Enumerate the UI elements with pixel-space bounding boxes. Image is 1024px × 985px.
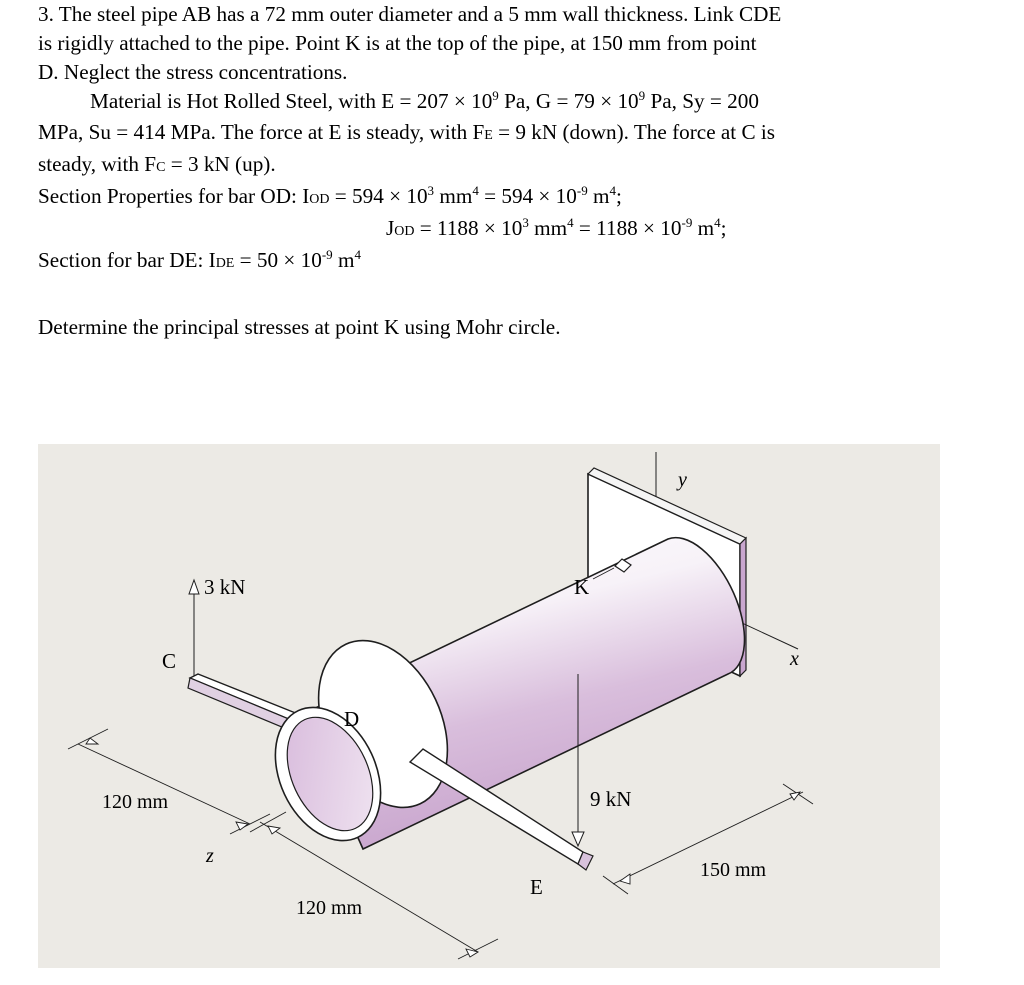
material-line-3: steady, with FC = 3 kN (up). [38, 152, 276, 176]
problem-text [38, 0, 1018, 342]
section-properties [38, 182, 1018, 278]
point-e-label: E [530, 875, 543, 899]
dim-bottom-label: 120 mm [296, 897, 363, 919]
statement-line-2: is rigidly attached to the pipe. Point K is at the top of the pipe, at 150 mm from point [38, 31, 757, 55]
z-axis-label: z [206, 845, 214, 867]
section-od-line: Section Properties for bar OD: IOD = $594 \times 10^3$ $mm^4 = 594 \times 10^{-9}$ $m^4$; [38, 183, 622, 208]
question-line: Determine the principal stresses at point K using Mohr circle. [38, 315, 561, 339]
pipe-figure [38, 444, 940, 968]
y-axis-label: y [678, 469, 687, 491]
point-c-label: C [162, 649, 177, 673]
material-line-2: MPa, Su = 414 MPa. The force at E is steady, with FE = 9 kN (down). The force at C is [38, 120, 776, 144]
problem-statement [38, 0, 1018, 87]
dim-right-label: 150 mm [700, 859, 767, 881]
material-properties [38, 87, 1018, 182]
question-text [38, 313, 1018, 342]
statement-line-3: D. Neglect the stress concentrations. [38, 60, 348, 84]
section-de-line: Section for bar DE: IDE = $50 \times 10^{-9}$ $m^4$ [38, 247, 361, 272]
point-k-label: K [574, 575, 590, 599]
x-axis-label: x [790, 648, 799, 670]
point-d-label: D [344, 707, 360, 731]
force-e-label: 9 kN [590, 787, 632, 811]
statement-line-1: 3. The steel pipe AB has a 72 mm outer diameter and a 5 mm wall thickness. Link CDE [38, 2, 782, 26]
dim-left-label: 120 mm [102, 791, 169, 813]
material-line-1: Material is Hot Rolled Steel, with $E = 207 \times 10^9$ Pa, $G = 79 \times 10^9$ Pa, Sy = 200 [90, 88, 759, 113]
force-c-label: 3 kN [204, 575, 246, 599]
section-jod-line: JOD = $1188 \times 10^3$ $mm^4 = 1188 \times 10^{-9}$ $m^4$; [386, 215, 727, 240]
pipe-diagram [38, 444, 940, 968]
